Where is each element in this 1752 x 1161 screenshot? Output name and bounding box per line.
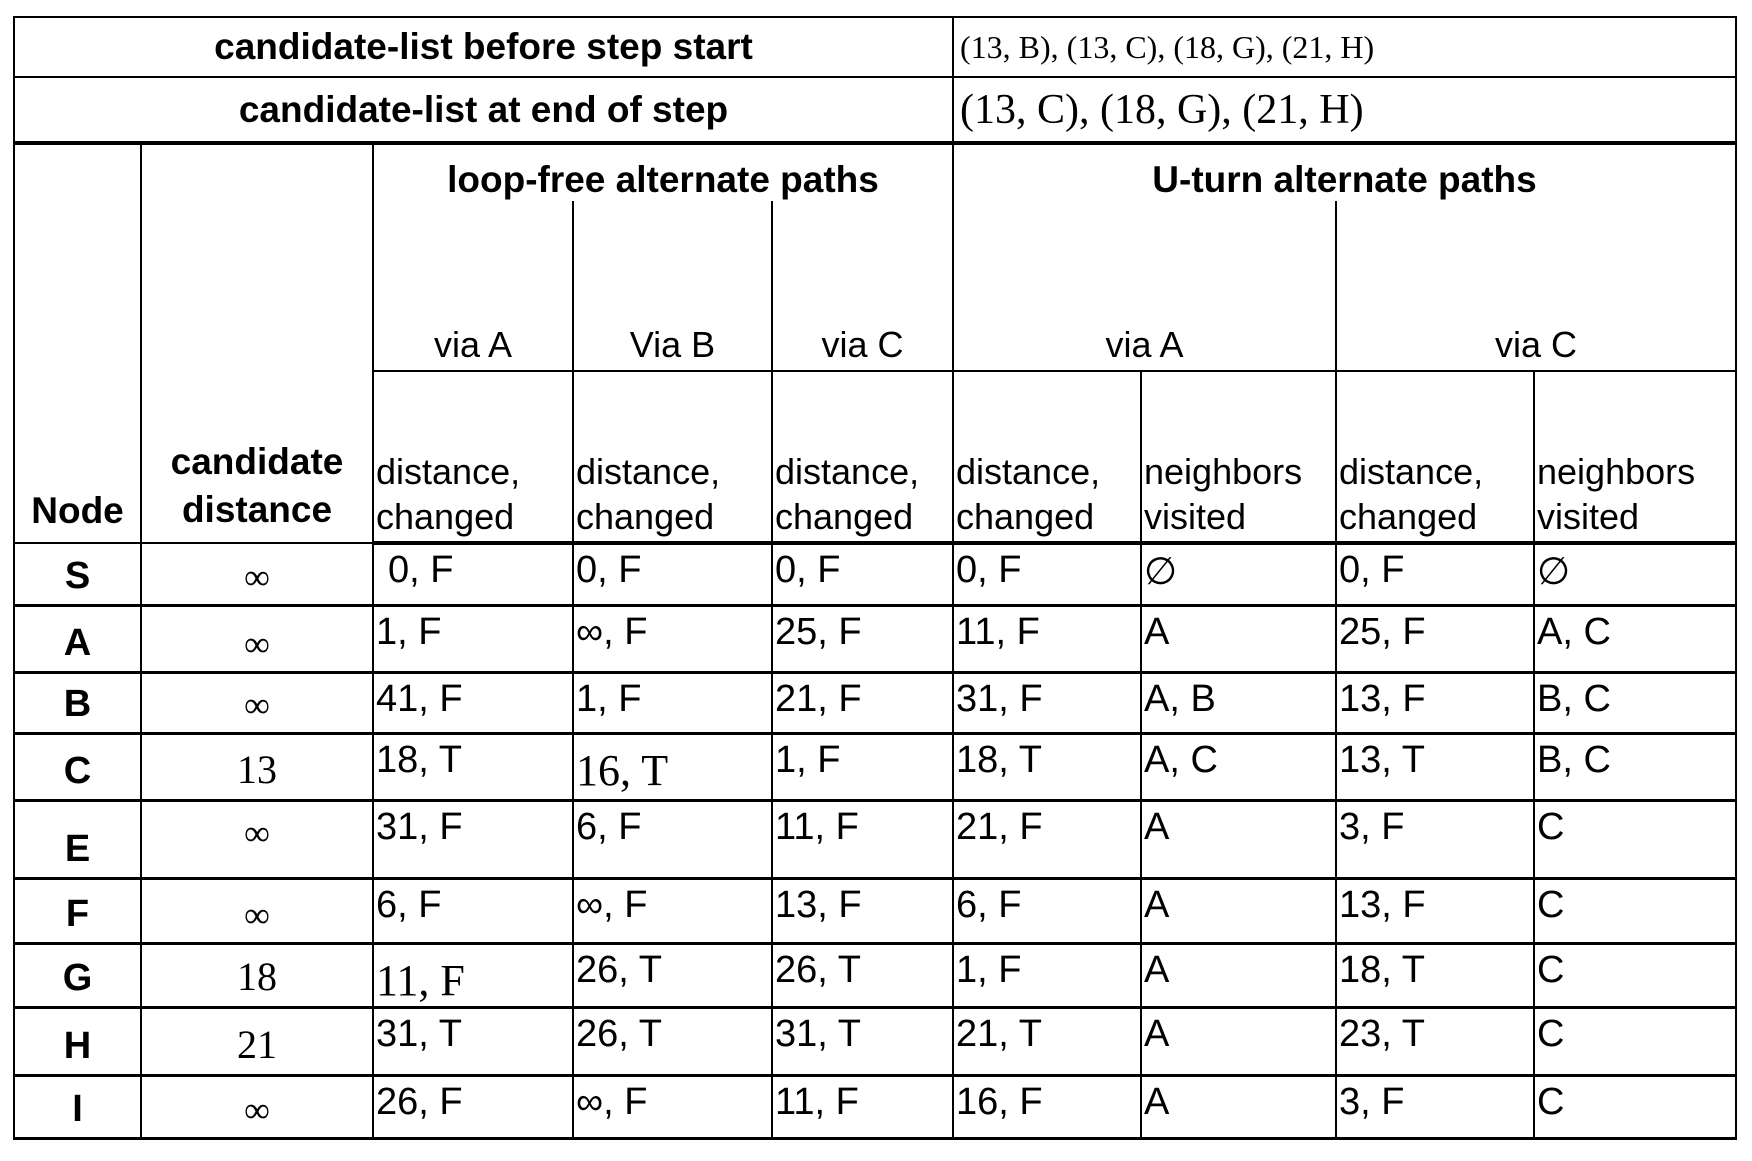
lf-via-b-cell: ∞, F (573, 605, 772, 672)
ut-via-a-distance-cell: 31, F (953, 672, 1141, 733)
ut-via-c-distance-cell: 13, T (1336, 733, 1534, 800)
lf-via-a-cell: 31, F (373, 800, 573, 878)
lf-via-b-header: Via B (573, 201, 772, 371)
lf-via-a-cell: 31, T (373, 1007, 573, 1075)
lf-via-c-cell: 0, F (772, 543, 953, 605)
ut-via-a-neighbors-cell: A, B (1141, 672, 1336, 733)
subheader-line2: changed (956, 496, 1095, 537)
ut-via-c-distance-cell: 25, F (1336, 605, 1534, 672)
node-cell: E (14, 800, 141, 878)
ut-via-c-neighbors-cell: A, C (1534, 605, 1736, 672)
lf-via-c-cell: 11, F (772, 1075, 953, 1138)
candidate-list-before-row (14, 17, 1736, 77)
ut-via-c-neighbors-visited-header (1534, 371, 1736, 543)
lf-via-b-cell: 0, F (573, 543, 772, 605)
table-row-G (14, 943, 1736, 1007)
ut-via-c-neighbors-cell: B, C (1534, 733, 1736, 800)
table-row-I (14, 1075, 1736, 1138)
lf-via-c-header: via C (772, 201, 953, 371)
ut-via-c-distance-changed-header (1336, 371, 1534, 543)
lf-via-a-cell: 41, F (373, 672, 573, 733)
subheader-line2: changed (376, 496, 515, 537)
candidate-distance-header-line2: distance (181, 489, 333, 530)
candidate-distance-header-line1: candidate (170, 441, 344, 482)
candidate-distance-cell: ∞ (141, 605, 373, 672)
candidate-distance-cell: 13 (141, 733, 373, 800)
table-row-S (14, 543, 1736, 605)
lf-via-a-cell: 6, F (373, 878, 573, 943)
node-cell: A (14, 605, 141, 672)
lf-via-c-cell: 31, T (772, 1007, 953, 1075)
subheader-line2: visited (1537, 496, 1640, 537)
lf-via-c-cell: 21, F (772, 672, 953, 733)
lf-via-c-cell: 11, F (772, 800, 953, 878)
candidate-distance-column-header (141, 143, 373, 543)
node-cell: F (14, 878, 141, 943)
lf-via-b-cell: 16, T (573, 733, 772, 800)
ut-via-c-distance-cell: 3, F (1336, 1075, 1534, 1138)
candidate-list-end-label: candidate-list at end of step (14, 77, 953, 143)
ut-via-a-neighbors-cell: A (1141, 605, 1336, 672)
candidate-distance-cell: ∞ (141, 543, 373, 605)
ut-via-c-neighbors-cell: C (1534, 800, 1736, 878)
lf-via-c-cell: 13, F (772, 878, 953, 943)
ut-via-c-header: via C (1336, 201, 1736, 371)
candidate-distance-cell: ∞ (141, 1075, 373, 1138)
table-row-F (14, 878, 1736, 943)
lf-via-c-cell: 1, F (772, 733, 953, 800)
candidate-distance-cell: ∞ (141, 800, 373, 878)
subheader-line1: distance, (956, 451, 1101, 492)
ut-via-c-distance-cell: 13, F (1336, 878, 1534, 943)
candidate-distance-cell: 18 (141, 943, 373, 1007)
ut-via-a-neighbors-cell: ∅ (1141, 543, 1336, 605)
candidate-list-end-value: (13, C), (18, G), (21, H) (953, 77, 1736, 143)
ut-via-a-neighbors-cell: A (1141, 800, 1336, 878)
lf-via-a-cell: 11, F (373, 943, 573, 1007)
subheader-line1: distance, (576, 451, 721, 492)
routing-step-table-container (13, 16, 1735, 1140)
ut-via-c-neighbors-cell: ∅ (1534, 543, 1736, 605)
subheader-line2: changed (775, 496, 914, 537)
node-cell: G (14, 943, 141, 1007)
lf-via-b-distance-changed-header (573, 371, 772, 543)
ut-via-a-neighbors-cell: A (1141, 878, 1336, 943)
candidate-distance-cell: ∞ (141, 878, 373, 943)
node-cell: S (14, 543, 141, 605)
lf-via-b-cell: 26, T (573, 943, 772, 1007)
ut-via-a-distance-changed-header (953, 371, 1141, 543)
lf-via-a-cell: 26, F (373, 1075, 573, 1138)
ut-via-a-distance-cell: 21, F (953, 800, 1141, 878)
lf-via-a-cell: 1, F (373, 605, 573, 672)
subheader-line1: distance, (775, 451, 920, 492)
node-column-header: Node (14, 143, 141, 543)
ut-via-a-neighbors-cell: A, C (1141, 733, 1336, 800)
lf-via-b-cell: ∞, F (573, 878, 772, 943)
node-cell: H (14, 1007, 141, 1075)
table-row-E (14, 800, 1736, 878)
ut-via-c-distance-cell: 18, T (1336, 943, 1534, 1007)
table-row-H (14, 1007, 1736, 1075)
ut-via-a-distance-cell: 11, F (953, 605, 1141, 672)
subheader-line1: distance, (376, 451, 521, 492)
ut-via-c-neighbors-cell: B, C (1534, 672, 1736, 733)
lf-via-b-cell: 1, F (573, 672, 772, 733)
subheader-line2: changed (1339, 496, 1478, 537)
lf-via-a-header: via A (373, 201, 573, 371)
candidate-list-before-label: candidate-list before step start (14, 17, 953, 77)
ut-via-a-neighbors-cell: A (1141, 943, 1336, 1007)
node-cell: B (14, 672, 141, 733)
loop-free-alternate-paths-header: loop-free alternate paths (373, 143, 953, 201)
ut-via-a-header: via A (953, 201, 1336, 371)
ut-via-c-distance-cell: 13, F (1336, 672, 1534, 733)
header-group-row (14, 143, 1736, 201)
node-cell: I (14, 1075, 141, 1138)
subheader-line2: visited (1144, 496, 1247, 537)
ut-via-a-distance-cell: 0, F (953, 543, 1141, 605)
node-cell: C (14, 733, 141, 800)
ut-via-a-distance-cell: 21, T (953, 1007, 1141, 1075)
lf-via-c-cell: 26, T (772, 943, 953, 1007)
lf-via-c-distance-changed-header (772, 371, 953, 543)
ut-via-a-distance-cell: 18, T (953, 733, 1141, 800)
ut-via-a-neighbors-cell: A (1141, 1007, 1336, 1075)
candidate-distance-cell: ∞ (141, 672, 373, 733)
ut-via-c-distance-cell: 23, T (1336, 1007, 1534, 1075)
ut-via-a-neighbors-cell: A (1141, 1075, 1336, 1138)
subheader-line2: changed (576, 496, 715, 537)
ut-via-c-neighbors-cell: C (1534, 878, 1736, 943)
ut-via-c-neighbors-cell: C (1534, 1075, 1736, 1138)
subheader-line1: neighbors (1537, 451, 1696, 492)
table-row-B (14, 672, 1736, 733)
subheader-line1: neighbors (1144, 451, 1303, 492)
table-row-A (14, 605, 1736, 672)
ut-via-a-distance-cell: 1, F (953, 943, 1141, 1007)
ut-via-c-distance-cell: 3, F (1336, 800, 1534, 878)
table-row-C (14, 733, 1736, 800)
lf-via-b-cell: 6, F (573, 800, 772, 878)
ut-via-a-distance-cell: 6, F (953, 878, 1141, 943)
ut-via-c-neighbors-cell: C (1534, 943, 1736, 1007)
lf-via-b-cell: ∞, F (573, 1075, 772, 1138)
ut-via-a-distance-cell: 16, F (953, 1075, 1141, 1138)
ut-via-c-distance-cell: 0, F (1336, 543, 1534, 605)
alternate-paths-table (13, 16, 1737, 1140)
u-turn-alternate-paths-header: U-turn alternate paths (953, 143, 1736, 201)
candidate-list-before-value: (13, B), (13, C), (18, G), (21, H) (953, 17, 1736, 77)
lf-via-a-cell: 0, F (373, 543, 573, 605)
ut-via-c-neighbors-cell: C (1534, 1007, 1736, 1075)
candidate-distance-cell: 21 (141, 1007, 373, 1075)
candidate-list-end-row (14, 77, 1736, 143)
lf-via-c-cell: 25, F (772, 605, 953, 672)
lf-via-a-cell: 18, T (373, 733, 573, 800)
lf-via-a-distance-changed-header (373, 371, 573, 543)
lf-via-b-cell: 26, T (573, 1007, 772, 1075)
subheader-line1: distance, (1339, 451, 1484, 492)
ut-via-a-neighbors-visited-header (1141, 371, 1336, 543)
